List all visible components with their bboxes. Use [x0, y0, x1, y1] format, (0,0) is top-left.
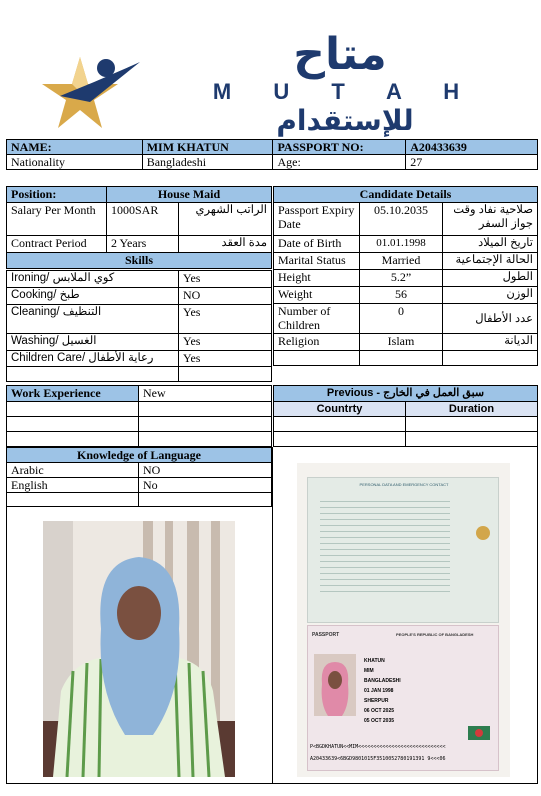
passport-emblem-icon [476, 526, 490, 540]
candidate-label: Height [274, 270, 360, 287]
empty-cell [7, 402, 139, 417]
candidate-label: Date of Birth [274, 236, 360, 253]
age-label: Age: [273, 155, 406, 170]
work-label: Work Experience [7, 386, 139, 402]
candidate-ar: الديانة [443, 334, 538, 351]
candidate-label: Marital Status [274, 253, 360, 270]
passport-expiry: 05 OCT 2035 [364, 718, 395, 724]
candidate-value: Married [360, 253, 443, 270]
duration-header: Duration [406, 402, 538, 417]
candidate-value: 01.01.1998 [360, 236, 443, 253]
name-label: NAME: [7, 140, 143, 155]
skill-value: Yes [179, 334, 272, 351]
empty-cell [274, 432, 406, 447]
language-label: English [7, 478, 139, 493]
passport-data-lines [320, 496, 450, 596]
skill-label: Ironing/ كوي الملابس [7, 271, 179, 288]
skill-label: Children Care/ رعاية الأطفال [7, 351, 179, 367]
passport-upper-page [307, 477, 499, 623]
salary-label: Salary Per Month [7, 203, 107, 236]
passport-mrz-line-2: A20433639<6BGD9801015F3510052780191391 9<<<06 [310, 756, 446, 762]
passport-nationality: BANGLADESHI [364, 678, 401, 684]
empty-cell [139, 402, 272, 417]
empty-cell [406, 432, 538, 447]
salary-ar: الراتب الشهري [179, 203, 272, 236]
contract-ar: مدة العقد [179, 236, 272, 253]
candidate-value: 05.10.2035 [360, 203, 443, 236]
skill-value: Yes [179, 271, 272, 288]
previous-title: Previous - سبق العمل في الخارج [274, 386, 538, 402]
passport-label: PASSPORT NO: [273, 140, 406, 155]
empty-cell [7, 367, 179, 382]
star-logo-icon [30, 52, 150, 132]
empty-cell [7, 417, 139, 432]
passport-surname: KHATUN [364, 658, 385, 664]
empty-cell [274, 417, 406, 432]
position-value: House Maid [107, 187, 272, 203]
passport-header-right: PEOPLE'S REPUBLIC OF BANGLADESH [396, 632, 474, 637]
passport-issue: 06 OCT 2025 [364, 708, 395, 714]
candidate-title: Candidate Details [274, 187, 538, 203]
logo-arabic-bottom: للإستقدام [276, 104, 414, 137]
passport-flag-icon [468, 726, 490, 740]
salary-value: 1000SAR [107, 203, 179, 236]
candidate-table [273, 186, 538, 366]
language-value: No [139, 478, 272, 493]
candidate-ar: الحالة الإجتماعية [443, 253, 538, 270]
candidate-label: Passport Expiry Date [274, 203, 360, 236]
empty-cell [443, 351, 538, 366]
header-table [6, 139, 538, 170]
candidate-ar: الطول [443, 270, 538, 287]
candidate-value: 5.2” [360, 270, 443, 287]
photo-top-rule [6, 506, 272, 507]
passport-scan [297, 463, 510, 777]
language-value: NO [139, 463, 272, 478]
passport-photo [314, 654, 356, 716]
language-label: Arabic [7, 463, 139, 478]
country-header: Countrty [274, 402, 406, 417]
passport-emergency-title: PERSONAL DATA AND EMERGENCY CONTACT [359, 482, 449, 487]
skill-label: Cooking/ طبخ [7, 288, 179, 305]
previous-table [273, 385, 538, 447]
empty-cell [360, 351, 443, 366]
empty-cell [139, 432, 272, 447]
candidate-ar: عدد الأطفال [443, 304, 538, 334]
skill-label: Cleaning/ التنظيف [7, 305, 179, 334]
empty-cell [7, 432, 139, 447]
contract-value: 2 Years [107, 236, 179, 253]
empty-cell [274, 351, 360, 366]
candidate-ar: تاريخ الميلاد [443, 236, 538, 253]
photo-illustration [43, 521, 235, 777]
name-value: MIM KHATUN [142, 140, 273, 155]
position-label: Position: [7, 187, 107, 203]
passport-photo-illustration [314, 654, 356, 716]
passport-header-left: PASSPORT [312, 632, 340, 638]
logo-latin: M U T A H [212, 79, 478, 104]
passport-mrz-line-1: P<BGDKHATUN<<MIM<<<<<<<<<<<<<<<<<<<<<<<<<<<<< [310, 744, 446, 750]
candidate-value: Islam [360, 334, 443, 351]
passport-dob: 01 JAN 1998 [364, 688, 394, 694]
skill-value: Yes [179, 305, 272, 334]
passport-place: SHERPUR [364, 698, 389, 704]
skill-value: NO [179, 288, 272, 305]
empty-cell [179, 367, 272, 382]
candidate-value: 56 [360, 287, 443, 304]
work-value: New [139, 386, 272, 402]
work-table [6, 385, 272, 447]
age-value: 27 [406, 155, 538, 170]
logo-arabic-top: متاح [293, 29, 387, 80]
skills-table [6, 270, 272, 382]
passport-lower-page [307, 625, 499, 771]
candidate-label: Religion [274, 334, 360, 351]
empty-cell [406, 417, 538, 432]
language-title: Knowledge of Language [7, 448, 272, 463]
passport-given: MIM [364, 668, 374, 674]
candidate-value: 0 [360, 304, 443, 334]
contract-label: Contract Period [7, 236, 107, 253]
candidate-photo [43, 521, 235, 777]
skill-label: Washing/ الغسيل [7, 334, 179, 351]
empty-cell [139, 417, 272, 432]
position-table [6, 186, 272, 269]
photo-divider [272, 447, 273, 784]
candidate-ar: صلاحية نفاد وقت جواز السفر [443, 203, 538, 236]
agency-logo [30, 30, 510, 138]
skills-title: Skills [7, 253, 272, 269]
candidate-ar: الوزن [443, 287, 538, 304]
candidate-label: Weight [274, 287, 360, 304]
passport-value: A20433639 [406, 140, 538, 155]
candidate-label: Number of Children [274, 304, 360, 334]
nationality-label: Nationality [7, 155, 143, 170]
nationality-value: Bangladeshi [142, 155, 273, 170]
skill-value: Yes [179, 351, 272, 367]
